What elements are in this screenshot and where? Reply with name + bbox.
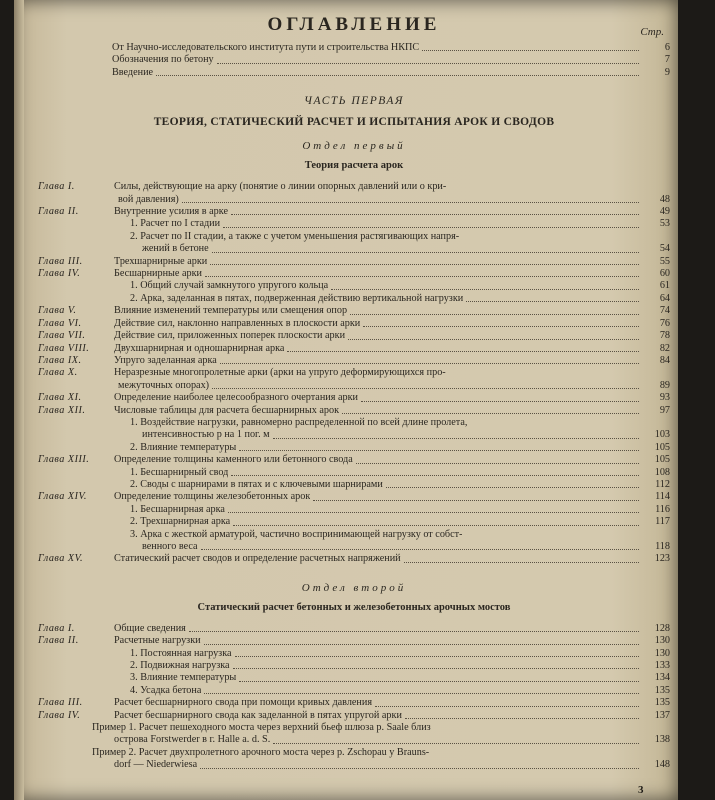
- toc-row: [38, 367, 670, 379]
- toc-entry-text: Неразрезные многопролетные арки (арки на упруго деформирующихся про-: [114, 367, 446, 379]
- leader-dots: [287, 351, 639, 352]
- page-number: 3: [638, 784, 644, 796]
- toc-row: [38, 293, 670, 305]
- toc-row: [38, 722, 670, 734]
- leader-dots: [466, 301, 639, 302]
- toc-page-number: 134: [654, 672, 670, 684]
- toc-entry-text: вой давления): [118, 193, 179, 205]
- leader-dots: [228, 512, 639, 513]
- toc-row: [38, 42, 670, 54]
- toc-page-number: 148: [654, 759, 670, 771]
- toc-page-number: 116: [655, 503, 670, 515]
- toc-page-number: 60: [659, 268, 670, 280]
- toc-page-number: 9: [664, 66, 670, 78]
- toc-entry-text: Расчет бесшарнирного свода при помощи кривых давления: [114, 697, 373, 709]
- toc-page-number: 135: [654, 684, 670, 696]
- toc-entry-text: 1. Бесшарнирная арка: [130, 503, 225, 515]
- leader-dots: [342, 413, 639, 414]
- toc-page-number: 76: [659, 317, 670, 329]
- toc-page-number: 128: [654, 622, 670, 634]
- toc-entry-text: Числовые таблицы для расчета бесшарнирных арок: [114, 404, 340, 416]
- toc-row: [38, 479, 670, 491]
- leader-dots: [404, 562, 639, 563]
- toc-entry-text: Определение толщины каменного или бетонного свода: [114, 454, 353, 466]
- toc-page-number: 130: [654, 635, 670, 647]
- page-column-label: Стр.: [640, 26, 664, 38]
- toc-entry-text: Обозначения по бетону: [112, 54, 214, 66]
- prelim-list: [38, 42, 670, 79]
- section2-label: Отдел второй: [301, 581, 407, 594]
- chapter-label: Глава VIII.: [38, 342, 90, 354]
- chapter-label: Глава VI.: [38, 317, 82, 329]
- toc-page-number: 112: [655, 478, 670, 490]
- leader-dots: [189, 631, 639, 632]
- toc-entry-text: Влияние изменений температуры или смещения опор: [114, 305, 348, 317]
- toc-entry-text: острова Forstwerder в г. Halle a. d. S.: [114, 734, 271, 746]
- toc-row: [38, 67, 670, 79]
- toc-entry-text: Пример 2. Расчет двухпролетного арочного моста через р. Zschopau у Braunѕ-: [92, 746, 430, 758]
- toc-content: [38, 14, 670, 772]
- toc-row: [38, 243, 670, 255]
- toc-entry-text: 2. Подвижная нагрузка: [130, 660, 230, 672]
- section2-title: Статический расчет бетонных и железобетонных арочных мостов: [197, 601, 511, 613]
- toc-row: [38, 206, 670, 218]
- toc-entry-text: Действие сил, наклонно направленных в плоскости арки: [114, 317, 361, 329]
- toc-row: [38, 181, 670, 193]
- toc-row: [38, 54, 670, 66]
- leader-dots: [182, 202, 639, 203]
- toc-row: [38, 417, 670, 429]
- toc-row: [38, 405, 670, 417]
- leader-dots: [386, 487, 639, 488]
- toc-entry-text: 3. Влияние температуры: [130, 672, 237, 684]
- toc-entry-text: Упруго заделанная арка: [114, 354, 217, 366]
- section2-entries: [38, 623, 670, 772]
- chapter-label: Глава I.: [38, 181, 75, 193]
- toc-page-number: 123: [654, 553, 670, 565]
- toc-row: [38, 268, 670, 280]
- leader-dots: [363, 326, 639, 327]
- toc-entry-text: Общие сведения: [114, 622, 186, 634]
- toc-row: [38, 380, 670, 392]
- toc-row: [38, 442, 670, 454]
- toc-entry-text: 2. Арка, заделанная в пятах, подверженная действию вертикальной нагрузки: [130, 292, 464, 304]
- chapter-label: Глава III.: [38, 697, 83, 709]
- toc-page-number: 130: [654, 647, 670, 659]
- toc-page-number: 78: [659, 330, 670, 342]
- toc-page-number: 135: [654, 697, 670, 709]
- toc-row: [38, 747, 670, 759]
- leader-dots: [156, 75, 639, 76]
- toc-entry-text: Определение наиболее целесообразного очертания арки: [114, 392, 358, 404]
- toc-row: [38, 256, 670, 268]
- toc-row: [38, 343, 670, 355]
- toc-page-number: 105: [654, 441, 670, 453]
- toc-row: [38, 429, 670, 441]
- toc-page-number: 82: [659, 342, 670, 354]
- toc-row: [38, 231, 670, 243]
- toc-row: [38, 218, 670, 230]
- chapter-label: Глава IV.: [38, 709, 81, 721]
- chapter-label: Глава XIV.: [38, 491, 87, 503]
- toc-entry-text: Бесшарнирные арки: [114, 268, 202, 280]
- leader-dots: [313, 500, 639, 501]
- leader-dots: [200, 768, 639, 769]
- leader-dots: [273, 743, 639, 744]
- leader-dots: [239, 681, 639, 682]
- leader-dots: [350, 314, 639, 315]
- leader-dots: [231, 214, 639, 215]
- toc-page-number: 93: [659, 392, 670, 404]
- leader-dots: [223, 227, 639, 228]
- toc-page-number: 114: [655, 491, 670, 503]
- toc-row: [38, 318, 670, 330]
- leader-dots: [212, 388, 639, 389]
- leader-dots: [356, 463, 639, 464]
- toc-page-number: 53: [659, 218, 670, 230]
- toc-row: [38, 759, 670, 771]
- leader-dots: [348, 339, 639, 340]
- leader-dots: [239, 450, 639, 451]
- toc-page-number: 54: [659, 243, 670, 255]
- toc-entry-text: Расчет бесшарнирного свода как заделанной в пятах упругой арки: [114, 709, 402, 721]
- toc-entry-text: 2. Трехшарнирная арка: [130, 516, 231, 528]
- toc-page-number: 49: [659, 206, 670, 218]
- toc-row: [38, 529, 670, 541]
- part-label: ЧАСТЬ ПЕРВАЯ: [304, 95, 404, 108]
- toc-entry-text: Статический расчет сводов и определение расчетных напряжений: [114, 553, 401, 565]
- toc-entry-text: Внутренние усилия в арке: [114, 206, 228, 218]
- part-title: ТЕОРИЯ, СТАТИЧЕСКИЙ РАСЧЕТ И ИСПЫТАНИЯ АРОК И СВОДОВ: [153, 116, 555, 129]
- toc-entry-text: Двухшарнирная и одношарнирная арка: [114, 342, 285, 354]
- leader-dots: [235, 656, 639, 657]
- toc-row: [38, 194, 670, 206]
- toc-entry-text: Пример 1. Расчет пешеходного моста через верхний бьеф шлюза р. Saale близ: [92, 722, 431, 734]
- toc-entry-text: жений в бетоне: [142, 243, 209, 255]
- toc-row: [38, 504, 670, 516]
- toc-page-number: 89: [659, 379, 670, 391]
- chapter-label: Глава I.: [38, 622, 75, 634]
- toc-entry-text: От Научно-исследовательского института пути и строительства НКПС: [112, 42, 420, 53]
- toc-row: [38, 280, 670, 292]
- section1-label: Отдел первый: [302, 140, 406, 153]
- toc-page-number: 108: [654, 466, 670, 478]
- toc-entry-text: dorf — Niederwiesa: [114, 759, 198, 771]
- leader-dots: [375, 706, 639, 707]
- toc-row: [38, 392, 670, 404]
- toc-row: [38, 467, 670, 479]
- toc-page-number: 64: [659, 292, 670, 304]
- toc-row: [38, 710, 670, 722]
- toc-entry-text: межуточных опорах): [118, 379, 210, 391]
- toc-entry-text: 2. Влияние температуры: [130, 441, 237, 453]
- toc-page-number: 137: [654, 709, 670, 721]
- toc-row: [38, 516, 670, 528]
- leader-dots: [331, 289, 639, 290]
- toc-page-number: 55: [659, 255, 670, 267]
- chapter-label: Глава VII.: [38, 330, 86, 342]
- toc-entry-text: Силы, действующие на арку (понятие о линии опорных давлений или о кри-: [114, 181, 447, 193]
- leader-dots: [220, 363, 639, 364]
- chapter-label: Глава X.: [38, 367, 78, 379]
- leader-dots: [405, 718, 639, 719]
- toc-row: [38, 491, 670, 503]
- page-fold-shadow: [14, 0, 24, 800]
- chapter-label: Глава II.: [38, 635, 79, 647]
- toc-entry-text: Введение: [112, 66, 154, 78]
- chapter-label: Глава XI.: [38, 392, 82, 404]
- leader-dots: [204, 644, 639, 645]
- chapter-label: Глава V.: [38, 305, 77, 317]
- leader-dots: [212, 252, 639, 253]
- leader-dots: [231, 475, 639, 476]
- toc-entry-text: Действие сил, приложенных поперек плоскости арки: [114, 330, 346, 342]
- toc-entry-text: 2. Своды с шарнирами в пятах и с ключевыми шарнирами: [130, 478, 383, 490]
- leader-dots: [201, 549, 639, 550]
- leader-dots: [273, 438, 639, 439]
- leader-dots: [422, 50, 639, 51]
- leader-dots: [233, 525, 639, 526]
- book-page: [14, 0, 678, 800]
- toc-row: [38, 553, 670, 565]
- toc-row: [38, 660, 670, 672]
- chapter-label: Глава XIII.: [38, 454, 90, 466]
- toc-page-number: 97: [659, 404, 670, 416]
- toc-entry-text: 1. Расчет по I стадии: [130, 218, 221, 230]
- toc-page-number: 103: [654, 429, 670, 441]
- toc-row: [38, 734, 670, 746]
- toc-entry-text: 4. Усадка бетона: [130, 684, 202, 696]
- toc-page-number: 84: [659, 354, 670, 366]
- toc-row: [38, 454, 670, 466]
- toc-row: [38, 355, 670, 367]
- section1-title: Теория расчета арок: [304, 160, 404, 172]
- toc-entry-text: 1. Постоянная нагрузка: [130, 647, 232, 659]
- toc-entry-text: Определение толщины железобетонных арок: [114, 491, 311, 503]
- toc-row: [38, 685, 670, 697]
- toc-entry-text: венного веса: [142, 541, 198, 552]
- toc-page-number: 118: [655, 541, 670, 552]
- toc-page-number: 117: [655, 516, 670, 528]
- toc-page-number: 6: [664, 42, 670, 53]
- chapter-label: Глава IX.: [38, 354, 82, 366]
- toc-entry-text: 1. Общий случай замкнутого упругого кольца: [130, 280, 329, 292]
- toc-entry-text: Трехшарнирные арки: [114, 255, 208, 267]
- chapter-label: Глава XV.: [38, 553, 84, 565]
- toc-row: [38, 635, 670, 647]
- toc-row: [38, 672, 670, 684]
- toc-page-number: 74: [659, 305, 670, 317]
- toc-row: [38, 623, 670, 635]
- toc-entry-text: Расчетные нагрузки: [114, 635, 201, 647]
- toc-row: [38, 697, 670, 709]
- toc-row: [38, 541, 670, 553]
- leader-dots: [210, 264, 639, 265]
- toc-entry-text: 3. Арка с жесткой арматурой, частично воспринимающей нагрузку от собст-: [130, 528, 463, 540]
- chapter-label: Глава II.: [38, 206, 79, 218]
- toc-entry-text: интенсивностью p на 1 пог. м: [142, 429, 270, 441]
- leader-dots: [233, 668, 639, 669]
- toc-page-number: 48: [659, 193, 670, 205]
- section1-entries: [38, 181, 670, 566]
- toc-row: [38, 305, 670, 317]
- leader-dots: [217, 63, 639, 64]
- chapter-label: Глава III.: [38, 255, 83, 267]
- toc-entry-text: 2. Расчет по II стадии, а также с учетом уменьшения растягивающих напря-: [130, 230, 460, 242]
- toc-page-number: 105: [654, 454, 670, 466]
- leader-dots: [361, 401, 639, 402]
- toc-page-number: 133: [654, 660, 670, 672]
- toc-entry-text: 1. Воздействие нагрузки, равномерно распределенной по всей длине пролета,: [130, 416, 468, 428]
- toc-row: [38, 648, 670, 660]
- toc-page-number: 7: [664, 54, 670, 66]
- chapter-label: Глава XII.: [38, 404, 86, 416]
- toc-page-number: 138: [654, 734, 670, 746]
- leader-dots: [204, 693, 639, 694]
- leader-dots: [205, 276, 639, 277]
- toc-entry-text: 1. Бесшарнирный свод: [130, 466, 229, 478]
- toc-title: ОГЛАВЛЕНИЕ: [267, 14, 441, 35]
- toc-row: [38, 330, 670, 342]
- toc-page-number: 61: [659, 280, 670, 292]
- chapter-label: Глава IV.: [38, 268, 81, 280]
